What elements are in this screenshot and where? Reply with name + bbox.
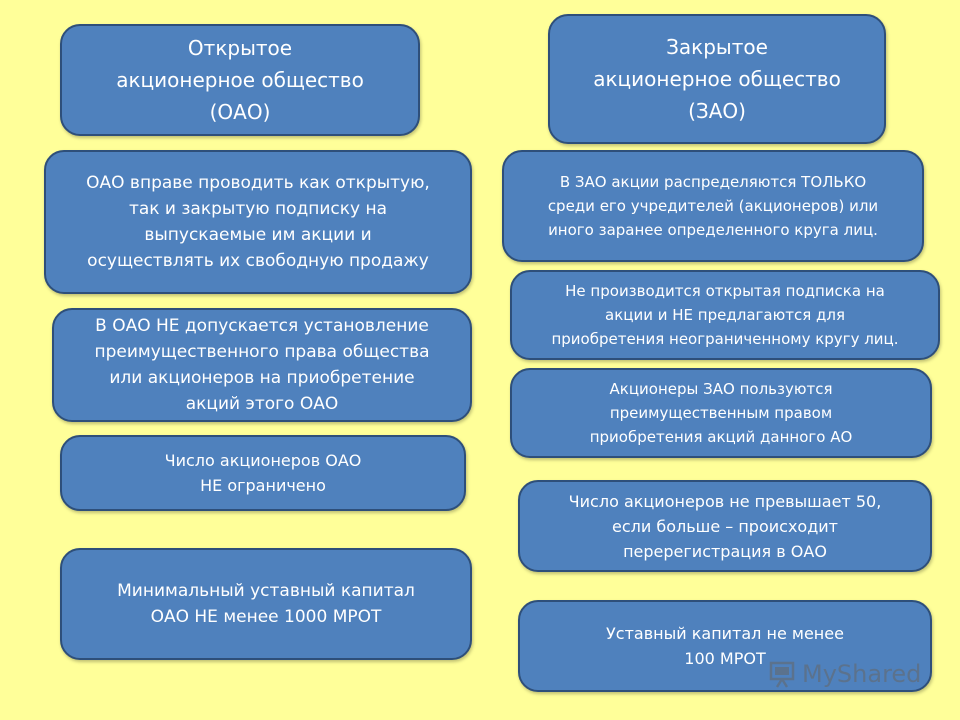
oao-title-line-2: акционерное общество	[116, 68, 364, 92]
oao-capital-line-2: ОАО НЕ менее 1000 МРОТ	[150, 607, 382, 627]
oao-subscription-line-4: осуществлять их свободную продажу	[87, 251, 429, 271]
zao-capital-line-1: Уставный капитал не менее	[606, 624, 844, 643]
oao-shareholders-line-2: НЕ ограничено	[200, 476, 326, 495]
zao-distribution-line-3: иного заранее определенного круга лиц.	[548, 221, 878, 239]
oao-preemptive-line-4: акций этого ОАО	[185, 394, 339, 414]
oao-subscription-box	[44, 150, 472, 294]
zao-shareholders-line-1: Число акционеров не превышает 50,	[568, 491, 882, 511]
oao-title-box	[60, 24, 420, 136]
zao-title-line-1: Закрытое	[666, 35, 768, 59]
zao-capital-line-2: 100 МРОТ	[684, 649, 766, 668]
oao-subscription-line-2: так и закрытую подписку на	[128, 199, 388, 219]
zao-distribution-line-2: среди его учредителей (акционеров) или	[547, 197, 879, 215]
zao-shareholders-box	[518, 480, 932, 572]
oao-preemptive-line-1: В ОАО НЕ допускается установление	[95, 316, 429, 336]
zao-distribution-box	[502, 150, 924, 262]
watermark	[768, 656, 921, 692]
oao-preemptive-right-box	[52, 308, 472, 422]
zao-distribution-line-1: В ЗАО акции распределяются ТОЛЬКО	[559, 173, 867, 191]
zao-no-open-line-1: Не производится открытая подписка на	[565, 282, 885, 300]
zao-shareholders-line-3: перерегистрация в ОАО	[623, 541, 827, 561]
presentation-screen-icon	[768, 659, 798, 689]
oao-capital-line-1: Минимальный уставный капитал	[117, 581, 415, 601]
oao-subscription-line-3: выпускаемые им акции и	[144, 225, 372, 245]
zao-preemptive-line-3: приобретения акций данного АО	[589, 428, 853, 446]
zao-shareholders-line-2: если больше – происходит	[612, 516, 838, 536]
oao-capital-box	[60, 548, 472, 660]
watermark-text: MyShared	[802, 660, 922, 688]
zao-preemptive-line-1: Акционеры ЗАО пользуются	[609, 380, 833, 398]
oao-preemptive-line-3: или акционеров на приобретение	[109, 368, 415, 388]
oao-title-line-3: (ОАО)	[209, 100, 271, 124]
oao-subscription-line-1: ОАО вправе проводить как открытую,	[86, 173, 430, 193]
oao-shareholders-line-1: Число акционеров ОАО	[164, 451, 362, 470]
zao-no-open-subscription-box	[510, 270, 940, 360]
zao-preemptive-right-box	[510, 368, 932, 458]
oao-shareholders-box	[60, 435, 466, 511]
zao-title-line-3: (ЗАО)	[688, 99, 746, 123]
oao-title-line-1: Открытое	[187, 36, 293, 60]
zao-title-box	[548, 14, 886, 144]
zao-no-open-line-2: акции и НЕ предлагаются для	[605, 306, 845, 324]
oao-preemptive-line-2: преимущественного права общества	[94, 342, 430, 362]
zao-no-open-line-3: приобретения неограниченному кругу лиц.	[551, 330, 899, 348]
zao-title-line-2: акционерное общество	[593, 67, 841, 91]
zao-preemptive-line-2: преимущественным правом	[609, 404, 833, 422]
